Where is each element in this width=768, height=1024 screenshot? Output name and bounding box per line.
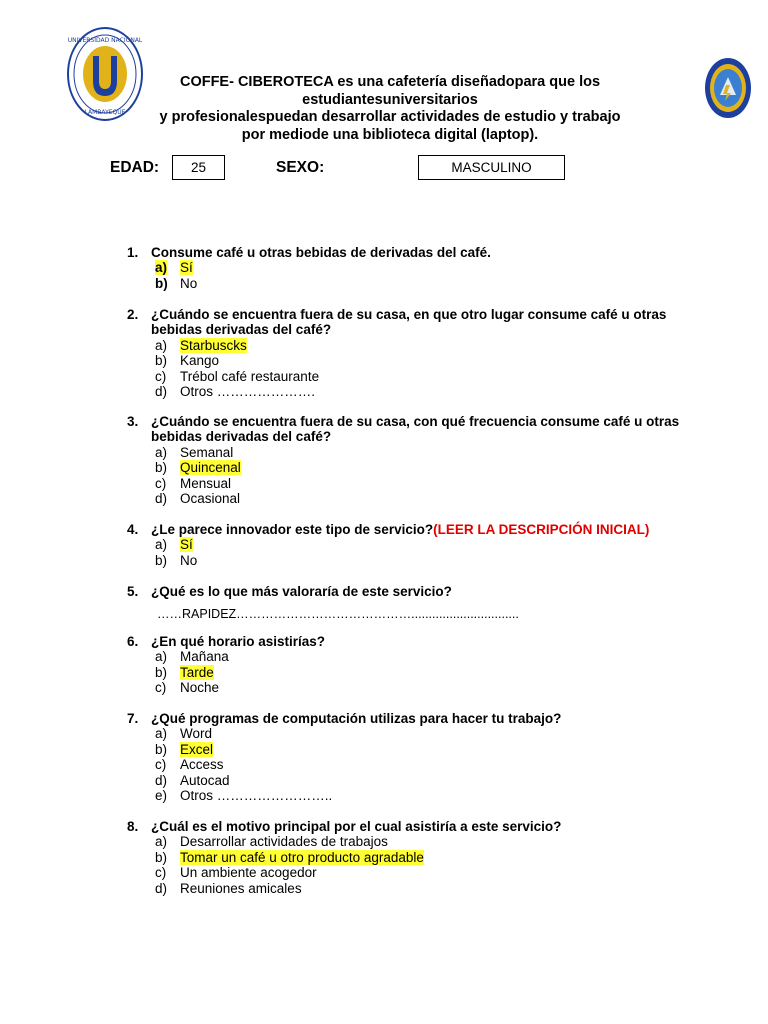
option-letter: b) [155,552,168,568]
option-letter: e) [155,788,168,804]
question-5 [127,584,711,623]
sexo-label: SEXO: [276,159,325,176]
question-number: 3. [127,414,139,429]
option-text: Autocad [180,772,230,788]
question-number: 5. [127,584,139,599]
option-c [155,757,711,772]
option-letter: d) [155,491,168,507]
option-letter: a) [155,537,168,553]
option-letter: b) [155,275,168,291]
option-letter: b) [155,353,168,369]
option-a [155,445,711,460]
option-b [155,850,711,865]
option-b [155,742,711,757]
question-8 [127,819,711,896]
option-text: Ocasional [180,491,241,507]
question-text-wrap [151,522,711,537]
question-number: 4. [127,522,139,537]
question-number: 6. [127,634,139,649]
option-b [155,665,711,680]
intro-line-1: COFFE- CIBEROTECA es una cafetería diseñadopara que los [179,74,601,90]
question-number: 7. [127,711,139,726]
option-text: Semanal [180,444,234,460]
option-letter: d) [155,880,168,896]
survey-intro [130,74,650,144]
question-text: ¿Qué es lo que más valoraría de este servicio? [151,584,452,599]
option-letter: a) [155,834,168,850]
option-text: Desarrollar actividades de trabajos [180,834,388,850]
option-d [155,881,711,896]
question-3 [127,414,711,506]
option-text: Tarde [180,664,214,680]
question-text: ¿Cuándo se encuentra fuera de su casa, en que otro lugar consume café u otras bebidas derivadas del café? [151,307,667,338]
option-c [155,865,711,880]
option-c [155,369,711,384]
option-text: Tomar un café u otro producto agradable [180,849,424,865]
option-text: Quincenal [180,460,241,476]
question-text: ¿En qué horario asistirías? [151,634,326,649]
edad-value: 25 [172,155,225,180]
option-c [155,680,711,695]
question-4 [127,522,711,568]
question-note: (LEER LA DESCRIPCIÓN INICIAL) [433,522,650,537]
option-text: No [180,275,198,291]
edad-label: EDAD: [110,159,160,176]
option-a [155,537,711,552]
option-text: Mañana [180,649,229,665]
option-letter: c) [155,865,167,881]
option-d [155,773,711,788]
option-text: Trébol café restaurante [180,368,320,384]
option-letter: a) [155,444,168,460]
option-a [155,338,711,353]
question-text: Consume café u otras bebidas de derivadas del café. [151,245,491,260]
option-d [155,491,711,506]
option-letter: a) [155,726,168,742]
option-letter: d) [155,772,168,788]
option-text: Reuniones amicales [180,880,302,896]
question-1 [127,245,711,291]
option-b [155,353,711,368]
intro-line-4: por mediode una biblioteca digital (laptop). [241,126,539,143]
option-text: Starbuscks [180,337,247,353]
option-letter: b) [155,849,168,865]
question-number: 1. [127,245,139,260]
option-b [155,553,711,568]
faculty-seal [704,57,752,119]
question-text: ¿Cuál es el motivo principal por el cual asistiría a este servicio? [151,819,562,834]
option-a [155,834,711,849]
option-c [155,476,711,491]
option-b [155,276,711,291]
question-number: 2. [127,307,139,322]
option-letter: b) [155,741,168,757]
option-letter: c) [155,680,167,696]
sexo-value: MASCULINO [418,155,565,180]
option-text: Mensual [180,475,232,491]
option-letter: a) [155,649,168,665]
svg-text:LAMBAYEQUE: LAMBAYEQUE [84,109,126,116]
question-number: 8. [127,819,139,834]
option-text: Word [180,726,213,742]
option-letter: d) [155,384,168,400]
question-7 [127,711,711,803]
option-text: Kango [180,353,220,369]
option-b [155,460,711,475]
option-text: No [180,552,198,568]
option-text: Excel [180,741,214,757]
svg-text:UNIVERSIDAD NACIONAL: UNIVERSIDAD NACIONAL [67,37,143,44]
question-text: ¿Le parece innovador este tipo de servicio? [151,522,434,537]
option-letter: b) [155,664,168,680]
question-text: ¿Cuándo se encuentra fuera de su casa, con qué frecuencia consume café u otras bebidas derivadas del café? [151,414,680,445]
open-answer: ……RAPIDEZ……………………………………............................... [157,607,519,622]
option-text: Sí [180,537,193,553]
option-text: Otros …………………. [180,384,316,400]
option-a [155,260,711,275]
option-letter: c) [155,757,167,773]
option-text: Noche [180,680,220,696]
option-letter: a) [155,337,168,353]
option-letter: c) [155,475,167,491]
intro-line-2: estudiantesuniversitarios [302,91,478,108]
option-text: Otros …………………….. [180,788,333,804]
intro-line-3: y profesionalespuedan desarrollar actividades de estudio y trabajo [159,109,621,125]
question-text: ¿Qué programas de computación utilizas para hacer tu trabajo? [151,711,562,726]
option-a [155,726,711,741]
question-6 [127,634,711,696]
option-letter: a) [155,260,168,276]
option-e [155,788,711,803]
option-text: Sí [180,260,193,276]
option-letter: c) [155,368,167,384]
option-text: Access [180,757,224,773]
option-d [155,384,711,399]
option-text: Un ambiente acogedor [180,865,317,881]
question-2 [127,307,711,399]
option-a [155,649,711,664]
option-letter: b) [155,460,168,476]
